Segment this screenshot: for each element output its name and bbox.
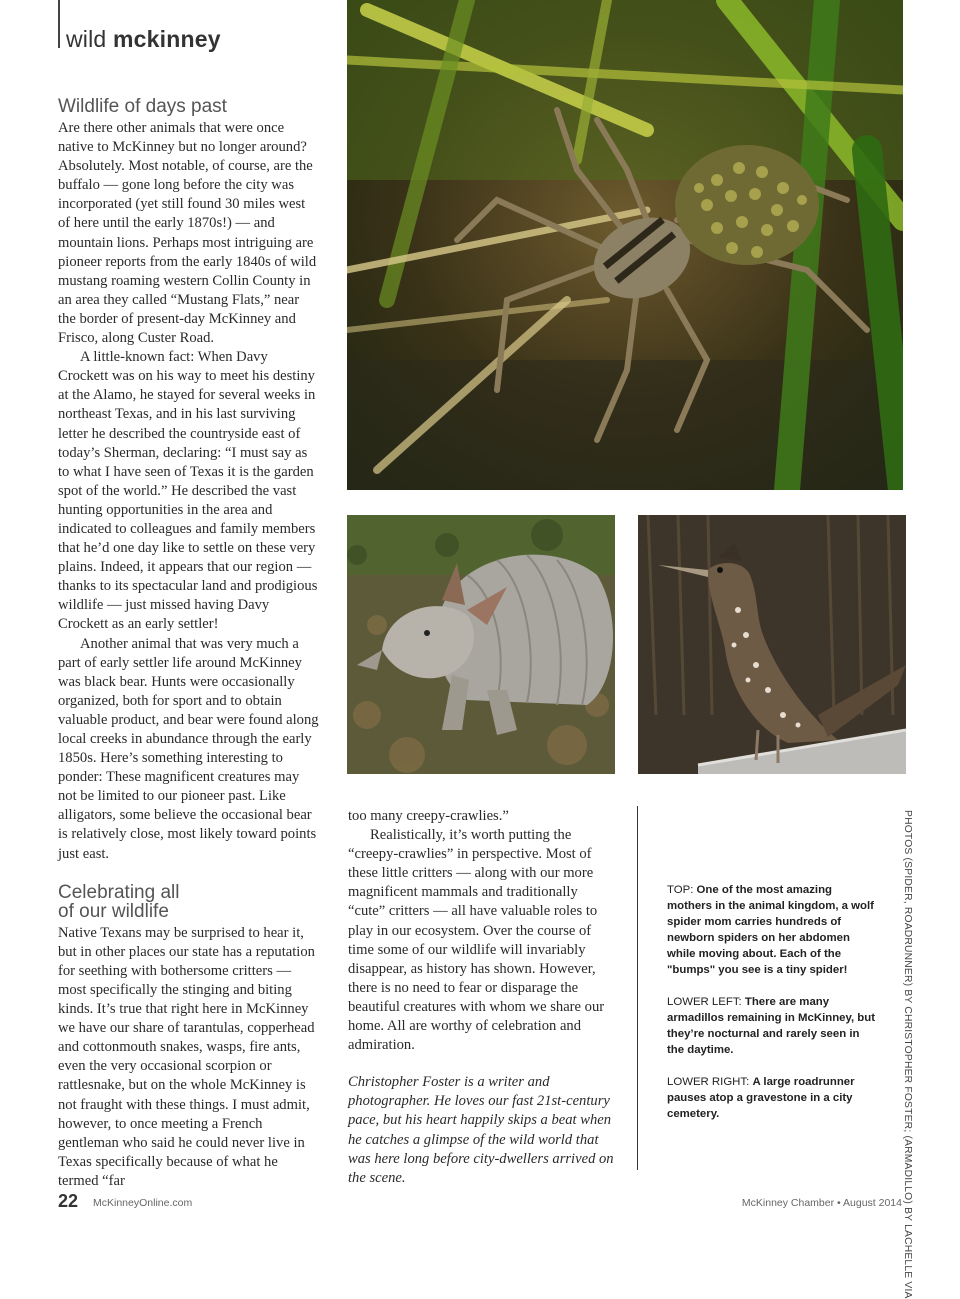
author-byline: Christopher Foster is a writer and photographer. He loves our fast 21st-century pace, but his heart happily skips a beat when he catches a glimpse of the wild world that was here long before city-dwellers arrived on the scene.: [348, 1074, 614, 1186]
footer-publication: McKinney Chamber • August 2014: [741, 1197, 902, 1209]
caption-lower-right: [667, 1074, 877, 1122]
heading-line: of our wildlife: [58, 900, 169, 922]
caption-text: There are many armadillos remaining in McKinney, but they’re nocturnal and rarely seen in the daytime.: [667, 996, 876, 1056]
paragraph: Another animal that was very much a part of early settler life around McKinney was black bear. Hunts were occasionally organized, both for sport and to obtain valuable product, and bear were found along local creeks in abundance through the early 1850s. Here’s something interesting to ponder: These magnificent creatures may not be limited to our pioneer past. Like alligators, some believe the occasional bear is relatively close, most likely toward points just east.: [58, 635, 319, 862]
page-number: 22: [58, 1191, 79, 1211]
section-rule: [58, 0, 60, 48]
heading-line: Celebrating all: [58, 881, 180, 903]
caption-text: One of the most amazing mothers in the animal kingdom, a wolf spider mom carries hundreds of newborn spiders on her abdomen while moving about. Each of the "bumps" you see is a tiny spider!: [667, 884, 874, 976]
heading-celebrating: [58, 883, 320, 921]
paragraph: too many creepy-crawlies.”: [348, 808, 509, 824]
caption-text: A large roadrunner pauses atop a gravestone in a city cemetery.: [667, 1076, 855, 1120]
section-tag-light: wild: [66, 26, 114, 52]
footer-website: McKinneyOnline.com: [93, 1197, 193, 1209]
section-tag-bold: mckinney: [113, 26, 221, 52]
photo-captions: [667, 882, 877, 1138]
roadrunner-photo: [638, 515, 906, 774]
article-column-2: [348, 807, 616, 1188]
caption-label: TOP:: [667, 884, 697, 896]
section-tag: [66, 26, 221, 53]
photo-credit: PHOTOS (SPIDER, ROADRUNNER) BY CHRISTOPHER FOSTER; (ARMADILLO) BY LACHELLE VIA: [902, 810, 913, 1299]
wolf-spider-photo: [347, 0, 903, 490]
paragraph: A little-known fact: When Davy Crockett was on his way to meet his destiny at the Alamo, he stayed for several weeks in northeast Texas, and in his last surviving letter he described the countryside east of today’s Sherman, declaring: “I must say as to what I have seen of Texas it is the garden spot of the world.” He described the vast hunting opportunities in the area and indicated to colleagues and family members that he’d one day like to settle on these very plains. Indeed, it appears that our region — thanks to its spectacular land and prodigious wildlife — just missed having Davy Crockett as an early settler!: [58, 349, 318, 633]
caption-label: LOWER RIGHT:: [667, 1076, 753, 1088]
paragraph: Realistically, it’s worth putting the “creepy-crawlies” in perspective. Most of these little critters — along with our more magnificent mammals and traditionally “cute” critters — all have valuable roles to play in our ecosystem. Over the course of time some of our wildlife will invariably disappear, as history has shown. However, there is no need to fear or disparage the beautiful creatures with whom we share our home. All are worthy of celebration and admiration.: [348, 827, 605, 1054]
column-divider: [637, 806, 638, 1170]
heading-wildlife-past: Wildlife of days past: [58, 96, 227, 117]
article-column-1: [58, 97, 320, 1191]
paragraph: Are there other animals that were once native to McKinney but no longer around? Absolutely. Most notable, of course, are the buffalo — gone long before the city was incorporated (yet still found 30 miles west of here until the early 1870s!) — and mountain lions. Perhaps most intriguing are pioneer reports from the early 1840s of wild mustang roaming western Collin County in an area they called “Mustang Flats,” near the border of present-day McKinney and Frisco, along Custer Road.: [58, 120, 317, 347]
paragraph: Native Texans may be surprised to hear it, but in other places our state has a reputation for seething with bothersome critters — most specifically the stinging and biting kinds. It’s true that right here in McKinney we have our share of tarantulas, copperhead and cottonmouth snakes, wasps, fire ants, even the very occasional scorpion or rattlesnake, but on the whole McKinney is not fraught with these things. I must admit, however, to once meeting a French gentleman who said he could never live in Texas specifically because of what he termed “far: [58, 924, 315, 1189]
caption-top: [667, 882, 877, 978]
caption-label: LOWER LEFT:: [667, 996, 745, 1008]
armadillo-photo: [347, 515, 615, 774]
caption-lower-left: [667, 994, 877, 1058]
